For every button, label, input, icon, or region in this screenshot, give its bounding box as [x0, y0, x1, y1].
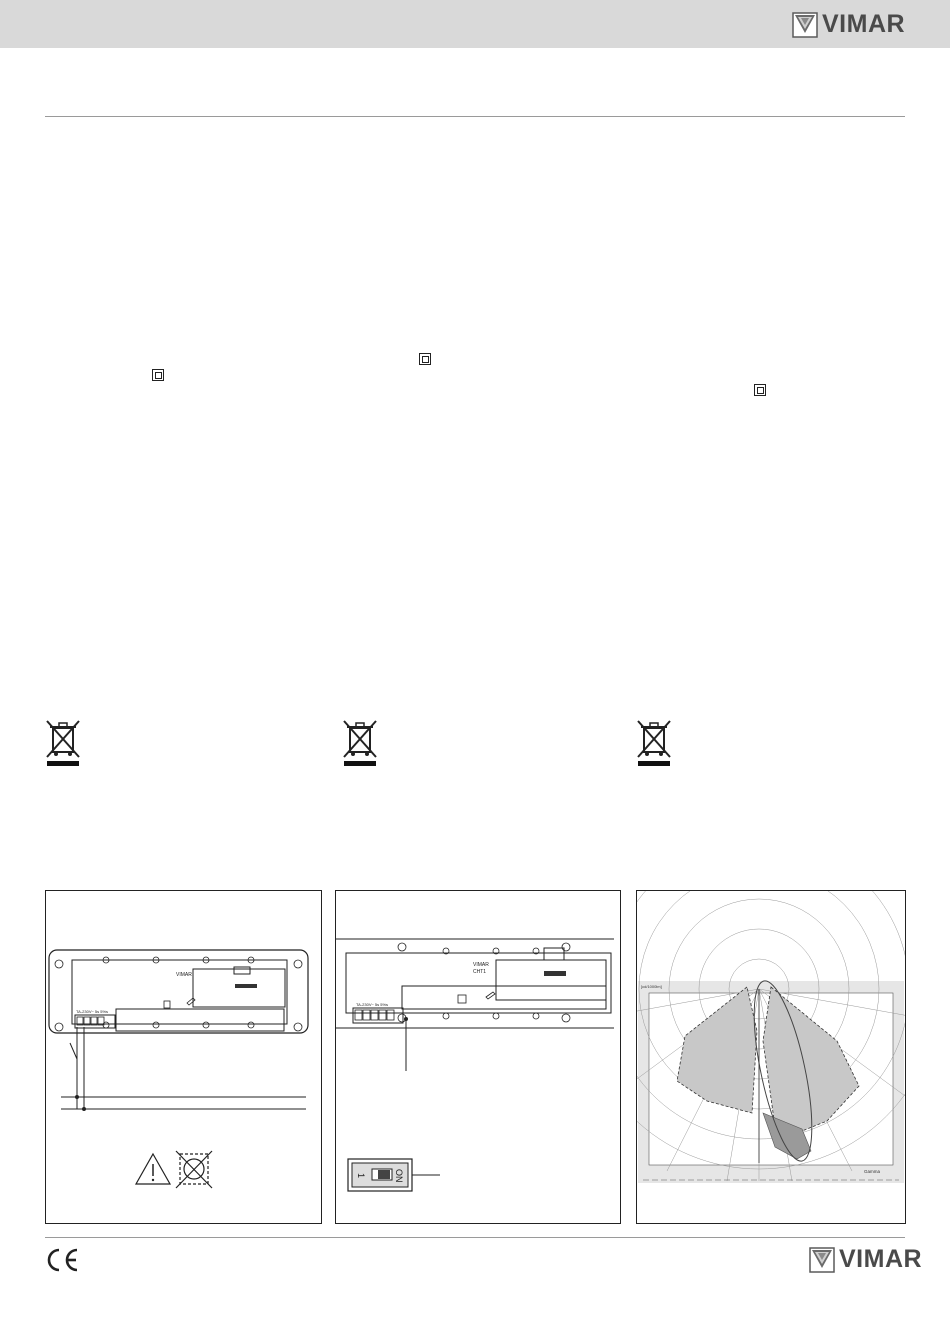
- polar-chart-panel: [636, 890, 906, 1224]
- device-brand-label: VIMAR: [473, 962, 489, 968]
- ce-mark-icon: [44, 1247, 80, 1273]
- weee-bin-icon: [340, 718, 380, 768]
- switch-on-label: ON: [394, 1169, 404, 1183]
- vimar-logo-icon: [792, 12, 818, 38]
- no-bin-icon: [176, 1151, 212, 1188]
- terminal-marking: TA-230V~ 5s 5%s: [76, 1009, 109, 1014]
- dip-switch: [348, 1159, 440, 1191]
- switch-off-label: 1: [356, 1173, 366, 1179]
- module-detail-panel: [335, 890, 621, 1224]
- vimar-logo-icon: [809, 1247, 835, 1273]
- wiring-diagram-panel: [45, 890, 322, 1224]
- class-ii-icon: [152, 369, 164, 381]
- chart-footer-label: Gamma: [864, 1169, 881, 1174]
- brand-name: VIMAR: [822, 10, 906, 38]
- device-brand-label: VIMAR: [176, 972, 192, 978]
- weee-bin-icon: [634, 718, 674, 768]
- brand-name: VIMAR: [839, 1245, 923, 1273]
- wiring-diagram: [46, 891, 322, 1224]
- chart-unit-label: [cd/1000lm]: [641, 984, 662, 989]
- class-ii-icon: [754, 384, 766, 396]
- class-ii-icon: [419, 353, 431, 365]
- terminal-marking: TA-230V~ 5s 5%s: [356, 1002, 389, 1007]
- divider-bottom: [45, 1237, 905, 1238]
- weee-bin-icon: [43, 718, 83, 768]
- polar-chart: [637, 891, 906, 1224]
- brand-logo: [792, 10, 905, 39]
- divider-top: [45, 116, 905, 117]
- device-model-label: CHT1: [473, 969, 487, 975]
- brand-logo-footer: [809, 1245, 922, 1274]
- module-detail-diagram: [336, 891, 621, 1224]
- warning-icon: [136, 1154, 170, 1184]
